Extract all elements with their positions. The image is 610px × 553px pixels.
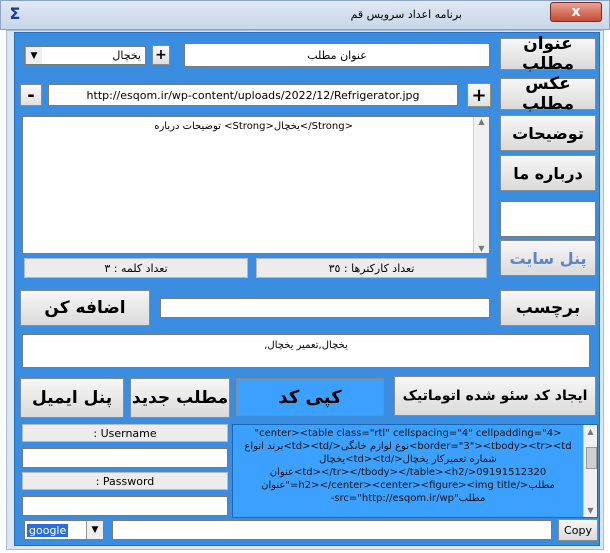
sigma-icon: Σ xyxy=(9,4,21,23)
password-label: Password : xyxy=(22,472,228,490)
scroll-up-icon[interactable]: ▲ xyxy=(478,117,485,126)
word-count-label: تعداد کلمه : ٣ xyxy=(24,258,248,278)
password-input[interactable] xyxy=(22,496,228,516)
code-line: border="3"><tbody><tr><td>نوع لوازم خانگی</td><td>برند انواع xyxy=(244,441,572,452)
chevron-down-icon[interactable]: ▼ xyxy=(25,47,42,64)
code-line: 09191512320</td></tr></tbody></table><h2>عنوان xyxy=(269,467,547,478)
code-line: شماره تعمیرکار یخچال</td><td>یخچال xyxy=(319,454,497,465)
copy-button[interactable]: Copy xyxy=(558,519,598,541)
close-button[interactable]: x xyxy=(550,2,602,22)
add-tag-button[interactable]: اضافه کن xyxy=(20,290,150,326)
description-button[interactable]: توضیحات xyxy=(500,115,596,151)
image-label-button[interactable]: عکس مطلب xyxy=(500,78,596,110)
scroll-thumb[interactable] xyxy=(586,447,597,469)
add-category-button[interactable]: + xyxy=(152,45,170,65)
code-line: مطلب</h2></center><center><figure><img title="عنوان xyxy=(261,480,555,491)
char-count-label: تعداد کارکترها : ٣٥ xyxy=(256,258,487,278)
code-scrollbar[interactable] xyxy=(583,425,597,517)
copy-code-button[interactable]: کپی کد xyxy=(236,378,384,416)
scroll-up-icon[interactable]: ▲ xyxy=(587,427,594,436)
seo-auto-button[interactable]: ایجاد کد سئو شده اتوماتیک xyxy=(394,376,596,416)
code-line: <center><table class="rtl" cellspacing="4" cellpadding="4" xyxy=(254,428,562,439)
title-bar xyxy=(0,0,610,30)
code-line: مطلب"src="http://esqom.ir/wp- xyxy=(330,493,486,504)
search-input[interactable] xyxy=(112,520,552,540)
add-image-button[interactable]: + xyxy=(467,83,491,107)
username-input[interactable] xyxy=(22,448,228,468)
new-post-button[interactable]: مطلب جدید xyxy=(130,378,230,418)
site-panel-button[interactable]: پنل سایت xyxy=(500,240,596,276)
email-panel-button[interactable]: پنل ایمیل xyxy=(20,378,124,418)
title-label-button[interactable]: عنوان مطلب xyxy=(500,38,596,70)
about-button[interactable]: درباره ما xyxy=(500,155,596,191)
search-engine-value: google xyxy=(29,523,67,537)
category-value: یخچال xyxy=(112,49,141,62)
title-input[interactable]: عنوان مطلب xyxy=(184,43,490,67)
scroll-down-icon[interactable]: ▼ xyxy=(478,244,485,253)
username-label: Username : xyxy=(22,424,228,442)
tag-label-button[interactable]: برچسب xyxy=(500,290,596,326)
code-output[interactable] xyxy=(232,424,598,518)
search-engine-select[interactable] xyxy=(24,520,104,540)
description-scrollbar[interactable] xyxy=(473,117,489,253)
tags-textarea[interactable] xyxy=(22,334,590,368)
description-text: <Strong/>یخچال<Strong> توضیحات درباره xyxy=(154,121,353,132)
image-url-input[interactable]: http://esqom.ir/wp-content/uploads/2022/12/Refrigerator.jpg xyxy=(48,84,458,106)
description-textarea[interactable] xyxy=(22,116,490,254)
category-select[interactable] xyxy=(24,46,146,65)
tag-input[interactable] xyxy=(160,298,490,318)
tags-text: یخچال,تعمیر یخچال, xyxy=(264,340,348,351)
scroll-down-icon[interactable]: ▼ xyxy=(587,506,594,515)
remove-image-button[interactable]: - xyxy=(20,84,42,106)
window-title: برنامه اعداد سرویس قم xyxy=(350,8,462,21)
chevron-down-icon[interactable]: ▼ xyxy=(86,521,103,539)
blank-box xyxy=(500,201,596,237)
